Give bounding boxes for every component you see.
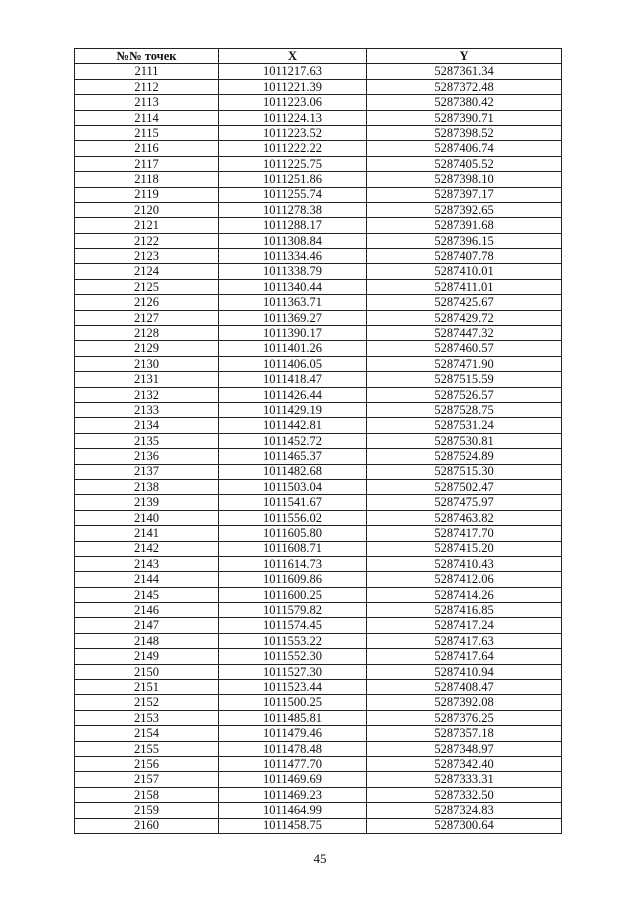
cell-x: 1011541.67	[219, 495, 367, 510]
cell-x: 1011340.44	[219, 279, 367, 294]
cell-x: 1011225.75	[219, 156, 367, 171]
cell-point-number: 2114	[75, 110, 219, 125]
cell-x: 1011442.81	[219, 418, 367, 433]
cell-y: 5287515.59	[367, 372, 562, 387]
cell-x: 1011503.04	[219, 479, 367, 494]
cell-x: 1011574.45	[219, 618, 367, 633]
table-row	[75, 172, 562, 187]
table-row	[75, 664, 562, 679]
cell-point-number: 2155	[75, 741, 219, 756]
cell-y: 5287410.43	[367, 556, 562, 571]
cell-y: 5287398.10	[367, 172, 562, 187]
cell-point-number: 2141	[75, 526, 219, 541]
table-row	[75, 64, 562, 79]
table-row	[75, 326, 562, 341]
cell-point-number: 2138	[75, 479, 219, 494]
table-row	[75, 818, 562, 833]
cell-x: 1011390.17	[219, 326, 367, 341]
cell-y: 5287342.40	[367, 756, 562, 771]
table-row	[75, 526, 562, 541]
cell-y: 5287414.26	[367, 587, 562, 602]
cell-y: 5287332.50	[367, 787, 562, 802]
cell-y: 5287396.15	[367, 233, 562, 248]
cell-y: 5287376.25	[367, 710, 562, 725]
cell-y: 5287361.34	[367, 64, 562, 79]
cell-x: 1011363.71	[219, 295, 367, 310]
cell-point-number: 2142	[75, 541, 219, 556]
cell-point-number: 2144	[75, 572, 219, 587]
coordinates-table	[74, 48, 562, 834]
cell-point-number: 2145	[75, 587, 219, 602]
cell-y: 5287524.89	[367, 449, 562, 464]
cell-x: 1011464.99	[219, 803, 367, 818]
cell-point-number: 2126	[75, 295, 219, 310]
cell-x: 1011401.26	[219, 341, 367, 356]
cell-point-number: 2140	[75, 510, 219, 525]
cell-point-number: 2157	[75, 772, 219, 787]
cell-point-number: 2146	[75, 603, 219, 618]
table-row	[75, 156, 562, 171]
table-row	[75, 218, 562, 233]
cell-point-number: 2111	[75, 64, 219, 79]
table-row	[75, 402, 562, 417]
cell-point-number: 2133	[75, 402, 219, 417]
cell-x: 1011255.74	[219, 187, 367, 202]
cell-point-number: 2123	[75, 249, 219, 264]
cell-y: 5287406.74	[367, 141, 562, 156]
table-row	[75, 695, 562, 710]
cell-x: 1011334.46	[219, 249, 367, 264]
table-row	[75, 110, 562, 125]
table-row	[75, 187, 562, 202]
cell-point-number: 2119	[75, 187, 219, 202]
cell-point-number: 2112	[75, 79, 219, 94]
table-row	[75, 433, 562, 448]
cell-x: 1011552.30	[219, 649, 367, 664]
cell-x: 1011523.44	[219, 680, 367, 695]
table-row	[75, 603, 562, 618]
cell-x: 1011338.79	[219, 264, 367, 279]
cell-point-number: 2118	[75, 172, 219, 187]
table-row	[75, 95, 562, 110]
cell-x: 1011479.46	[219, 726, 367, 741]
cell-x: 1011614.73	[219, 556, 367, 571]
cell-x: 1011418.47	[219, 372, 367, 387]
cell-point-number: 2130	[75, 356, 219, 371]
cell-y: 5287463.82	[367, 510, 562, 525]
cell-y: 5287416.85	[367, 603, 562, 618]
table-row	[75, 756, 562, 771]
header-point-number: №№ точек	[75, 49, 219, 64]
cell-point-number: 2128	[75, 326, 219, 341]
cell-y: 5287408.47	[367, 680, 562, 695]
cell-x: 1011288.17	[219, 218, 367, 233]
table-row	[75, 741, 562, 756]
cell-point-number: 2120	[75, 202, 219, 217]
cell-x: 1011469.23	[219, 787, 367, 802]
table-row	[75, 618, 562, 633]
cell-x: 1011217.63	[219, 64, 367, 79]
cell-x: 1011426.44	[219, 387, 367, 402]
cell-point-number: 2156	[75, 756, 219, 771]
cell-x: 1011465.37	[219, 449, 367, 464]
cell-y: 5287392.65	[367, 202, 562, 217]
table-row	[75, 772, 562, 787]
table-row	[75, 479, 562, 494]
cell-y: 5287417.24	[367, 618, 562, 633]
cell-y: 5287392.08	[367, 695, 562, 710]
cell-y: 5287380.42	[367, 95, 562, 110]
cell-point-number: 2129	[75, 341, 219, 356]
cell-point-number: 2127	[75, 310, 219, 325]
cell-x: 1011369.27	[219, 310, 367, 325]
cell-x: 1011308.84	[219, 233, 367, 248]
cell-point-number: 2147	[75, 618, 219, 633]
cell-y: 5287425.67	[367, 295, 562, 310]
table-row	[75, 249, 562, 264]
cell-x: 1011500.25	[219, 695, 367, 710]
cell-x: 1011609.86	[219, 572, 367, 587]
cell-y: 5287515.30	[367, 464, 562, 479]
table-row	[75, 710, 562, 725]
cell-point-number: 2150	[75, 664, 219, 679]
cell-x: 1011608.71	[219, 541, 367, 556]
cell-point-number: 2125	[75, 279, 219, 294]
cell-point-number: 2113	[75, 95, 219, 110]
table-row	[75, 295, 562, 310]
cell-y: 5287410.01	[367, 264, 562, 279]
cell-x: 1011478.48	[219, 741, 367, 756]
cell-point-number: 2143	[75, 556, 219, 571]
cell-x: 1011406.05	[219, 356, 367, 371]
table-row	[75, 449, 562, 464]
cell-y: 5287417.64	[367, 649, 562, 664]
table-row	[75, 464, 562, 479]
cell-y: 5287530.81	[367, 433, 562, 448]
cell-x: 1011221.39	[219, 79, 367, 94]
cell-point-number: 2137	[75, 464, 219, 479]
cell-x: 1011222.22	[219, 141, 367, 156]
cell-point-number: 2117	[75, 156, 219, 171]
cell-y: 5287531.24	[367, 418, 562, 433]
table-row	[75, 141, 562, 156]
cell-point-number: 2115	[75, 125, 219, 140]
cell-y: 5287348.97	[367, 741, 562, 756]
table-row	[75, 233, 562, 248]
table-row	[75, 803, 562, 818]
cell-y: 5287526.57	[367, 387, 562, 402]
cell-point-number: 2160	[75, 818, 219, 833]
table-row	[75, 387, 562, 402]
cell-y: 5287528.75	[367, 402, 562, 417]
cell-y: 5287397.17	[367, 187, 562, 202]
cell-y: 5287417.70	[367, 526, 562, 541]
cell-point-number: 2152	[75, 695, 219, 710]
cell-x: 1011251.86	[219, 172, 367, 187]
page-number: 45	[313, 851, 327, 866]
cell-point-number: 2149	[75, 649, 219, 664]
table-row	[75, 726, 562, 741]
table-row	[75, 310, 562, 325]
cell-y: 5287391.68	[367, 218, 562, 233]
cell-x: 1011223.52	[219, 125, 367, 140]
cell-point-number: 2158	[75, 787, 219, 802]
table-row	[75, 680, 562, 695]
cell-x: 1011553.22	[219, 633, 367, 648]
cell-x: 1011452.72	[219, 433, 367, 448]
cell-x: 1011223.06	[219, 95, 367, 110]
cell-x: 1011527.30	[219, 664, 367, 679]
table-row	[75, 372, 562, 387]
cell-x: 1011482.68	[219, 464, 367, 479]
cell-point-number: 2139	[75, 495, 219, 510]
cell-y: 5287407.78	[367, 249, 562, 264]
cell-point-number: 2131	[75, 372, 219, 387]
table-row	[75, 125, 562, 140]
cell-y: 5287405.52	[367, 156, 562, 171]
table-row	[75, 587, 562, 602]
cell-y: 5287502.47	[367, 479, 562, 494]
table-row	[75, 572, 562, 587]
cell-point-number: 2154	[75, 726, 219, 741]
cell-x: 1011485.81	[219, 710, 367, 725]
table-row	[75, 356, 562, 371]
table-row	[75, 787, 562, 802]
table-row	[75, 418, 562, 433]
cell-x: 1011605.80	[219, 526, 367, 541]
header-x: X	[219, 49, 367, 64]
cell-y: 5287357.18	[367, 726, 562, 741]
cell-point-number: 2159	[75, 803, 219, 818]
cell-point-number: 2153	[75, 710, 219, 725]
table-row	[75, 510, 562, 525]
table-row	[75, 633, 562, 648]
cell-y: 5287475.97	[367, 495, 562, 510]
cell-y: 5287300.64	[367, 818, 562, 833]
table-row	[75, 202, 562, 217]
cell-y: 5287460.57	[367, 341, 562, 356]
table-row	[75, 264, 562, 279]
cell-x: 1011429.19	[219, 402, 367, 417]
cell-y: 5287417.63	[367, 633, 562, 648]
cell-y: 5287410.94	[367, 664, 562, 679]
cell-point-number: 2151	[75, 680, 219, 695]
cell-y: 5287390.71	[367, 110, 562, 125]
table-row	[75, 279, 562, 294]
cell-point-number: 2121	[75, 218, 219, 233]
table-row	[75, 541, 562, 556]
header-y: Y	[367, 49, 562, 64]
cell-y: 5287324.83	[367, 803, 562, 818]
cell-point-number: 2124	[75, 264, 219, 279]
cell-point-number: 2136	[75, 449, 219, 464]
cell-point-number: 2148	[75, 633, 219, 648]
cell-x: 1011556.02	[219, 510, 367, 525]
table-body	[75, 64, 562, 834]
table-row	[75, 495, 562, 510]
cell-x: 1011600.25	[219, 587, 367, 602]
cell-y: 5287429.72	[367, 310, 562, 325]
cell-point-number: 2116	[75, 141, 219, 156]
cell-y: 5287412.06	[367, 572, 562, 587]
cell-y: 5287415.20	[367, 541, 562, 556]
table-row	[75, 79, 562, 94]
table-row	[75, 341, 562, 356]
cell-y: 5287398.52	[367, 125, 562, 140]
table-row	[75, 556, 562, 571]
cell-x: 1011278.38	[219, 202, 367, 217]
cell-y: 5287333.31	[367, 772, 562, 787]
cell-x: 1011477.70	[219, 756, 367, 771]
cell-point-number: 2132	[75, 387, 219, 402]
cell-y: 5287447.32	[367, 326, 562, 341]
cell-x: 1011579.82	[219, 603, 367, 618]
table-row	[75, 649, 562, 664]
cell-point-number: 2135	[75, 433, 219, 448]
cell-x: 1011224.13	[219, 110, 367, 125]
cell-y: 5287471.90	[367, 356, 562, 371]
cell-point-number: 2134	[75, 418, 219, 433]
cell-y: 5287411.01	[367, 279, 562, 294]
cell-x: 1011469.69	[219, 772, 367, 787]
cell-x: 1011458.75	[219, 818, 367, 833]
table-header-row	[75, 49, 562, 64]
cell-y: 5287372.48	[367, 79, 562, 94]
cell-point-number: 2122	[75, 233, 219, 248]
